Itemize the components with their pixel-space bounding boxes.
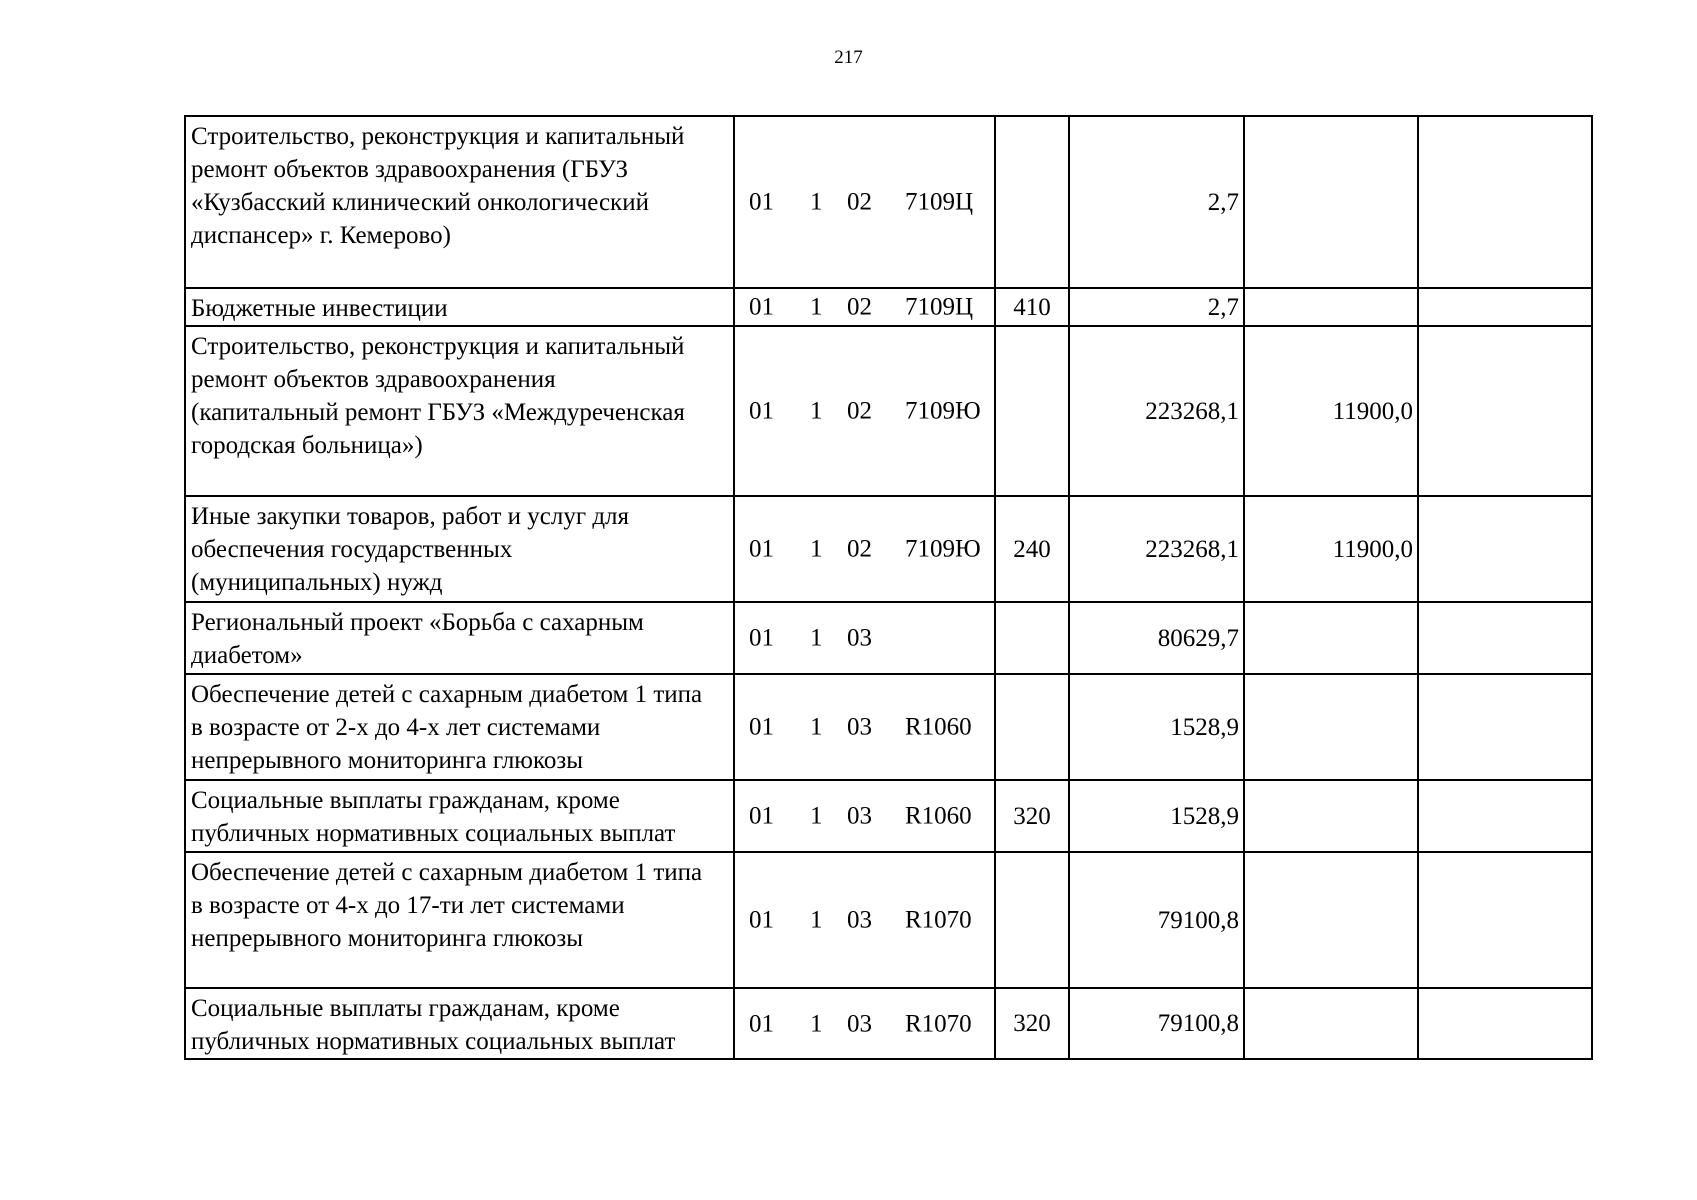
direction-code: R1070 <box>905 906 972 934</box>
expense-type-cell <box>995 602 1069 674</box>
expense-type-cell: 320 <box>995 780 1069 852</box>
row-code-cell <box>734 288 995 326</box>
program-code: 01 <box>749 713 774 741</box>
expense-type-cell <box>995 852 1069 988</box>
subprogram-code: 1 <box>810 1010 823 1037</box>
row-code-cell <box>734 326 995 496</box>
row-name-line: Региональный проект «Борьба с сахарным <box>191 609 644 636</box>
direction-code: R1070 <box>905 1010 972 1037</box>
program-code: 01 <box>749 1010 774 1037</box>
row-name-line: Иные закупки товаров, работ и услуг для <box>191 503 630 530</box>
event-code: 03 <box>847 802 872 830</box>
program-code: 01 <box>749 906 774 934</box>
subprogram-code: 1 <box>810 624 823 652</box>
sum-year2-cell <box>1244 288 1418 326</box>
row-code-cell <box>734 116 995 288</box>
row-name-line: в возрасте от 4-х до 17-ти лет системами <box>191 892 625 919</box>
row-code-cell <box>734 602 995 674</box>
sum-year3-cell <box>1418 852 1592 988</box>
row-name-line: Обеспечение детей с сахарным диабетом 1 типа <box>191 681 703 708</box>
event-code: 03 <box>847 1010 872 1037</box>
expense-type-cell: 410 <box>995 288 1069 326</box>
event-code: 02 <box>847 293 872 321</box>
sum-year1-cell: 223268,1 <box>1069 326 1244 496</box>
sum-year2-cell <box>1244 602 1418 674</box>
row-name-line: диспансер» г. Кемерово) <box>191 222 451 249</box>
sum-year2-cell <box>1244 116 1418 288</box>
row-name-cell <box>185 780 734 852</box>
sum-year2-cell <box>1244 852 1418 988</box>
table-row <box>185 780 1592 852</box>
row-code-cell <box>734 780 995 852</box>
row-name-line: Социальные выплаты гражданам, кроме <box>191 787 620 814</box>
row-name-line: публичных нормативных социальных выплат <box>191 1028 676 1055</box>
sum-year1-cell: 79100,8 <box>1069 852 1244 988</box>
budget-table <box>184 115 1593 1060</box>
direction-code: R1060 <box>905 802 972 830</box>
sum-year3-cell <box>1418 674 1592 780</box>
event-code: 03 <box>847 713 872 741</box>
sum-year3-cell <box>1418 780 1592 852</box>
table-row <box>185 852 1592 988</box>
row-name-line: городская больница») <box>191 432 423 459</box>
row-name-line: ремонт объектов здравоохранения (ГБУЗ <box>191 156 629 183</box>
row-name-line: (муниципальных) нужд <box>191 569 443 596</box>
table-row <box>185 674 1592 780</box>
row-name-line: Бюджетные инвестиции <box>191 295 448 322</box>
row-name-line: Строительство, реконструкция и капитальный <box>191 333 685 360</box>
row-name-line: непрерывного мониторинга глюкозы <box>191 747 584 774</box>
expense-type-cell <box>995 326 1069 496</box>
table-row <box>185 988 1592 1059</box>
direction-code: R1060 <box>905 713 972 741</box>
subprogram-code: 1 <box>810 713 823 741</box>
sum-year2-cell <box>1244 988 1418 1059</box>
row-name-line: в возрасте от 2-х до 4-х лет системами <box>191 714 601 741</box>
direction-code: 7109Ц <box>905 188 974 216</box>
row-name-line: непрерывного мониторинга глюкозы <box>191 925 584 952</box>
row-name-line: диабетом» <box>191 642 303 669</box>
sum-year2-cell: 11900,0 <box>1244 326 1418 496</box>
expense-type-cell: 320 <box>995 988 1069 1059</box>
subprogram-code: 1 <box>810 535 823 563</box>
sum-year1-cell: 2,7 <box>1069 116 1244 288</box>
sum-year3-cell <box>1418 496 1592 602</box>
sum-year1-cell: 223268,1 <box>1069 496 1244 602</box>
program-code: 01 <box>749 397 774 425</box>
program-code: 01 <box>749 188 774 216</box>
row-name-line: публичных нормативных социальных выплат <box>191 820 676 847</box>
row-name-cell <box>185 988 734 1059</box>
row-name-line: Социальные выплаты гражданам, кроме <box>191 995 620 1022</box>
program-code: 01 <box>749 535 774 563</box>
row-name-cell <box>185 496 734 602</box>
budget-table-body <box>185 116 1592 1059</box>
sum-year1-cell: 80629,7 <box>1069 602 1244 674</box>
subprogram-code: 1 <box>810 293 823 321</box>
page-number: 217 <box>834 47 863 68</box>
event-code: 02 <box>847 397 872 425</box>
expense-type-cell <box>995 116 1069 288</box>
program-code: 01 <box>749 624 774 652</box>
row-name-cell <box>185 674 734 780</box>
row-code-cell <box>734 496 995 602</box>
row-name-cell <box>185 602 734 674</box>
expense-type-cell <box>995 674 1069 780</box>
row-code-cell <box>734 674 995 780</box>
table-row <box>185 326 1592 496</box>
sum-year3-cell <box>1418 602 1592 674</box>
sum-year3-cell <box>1418 116 1592 288</box>
row-name-line: ремонт объектов здравоохранения <box>191 366 556 393</box>
sum-year1-cell: 79100,8 <box>1069 988 1244 1059</box>
row-name-cell <box>185 852 734 988</box>
direction-code: 7109Ю <box>905 397 981 425</box>
table-row <box>185 116 1592 288</box>
subprogram-code: 1 <box>810 397 823 425</box>
row-code-cell <box>734 988 995 1059</box>
subprogram-code: 1 <box>810 802 823 830</box>
table-row <box>185 288 1592 326</box>
row-name-line: (капитальный ремонт ГБУЗ «Междуреченская <box>191 399 685 426</box>
row-name-line: Строительство, реконструкция и капитальный <box>191 123 685 150</box>
expense-type-cell: 240 <box>995 496 1069 602</box>
row-name-line: «Кузбасский клинический онкологический <box>191 189 649 216</box>
event-code: 03 <box>847 906 872 934</box>
subprogram-code: 1 <box>810 188 823 216</box>
subprogram-code: 1 <box>810 906 823 934</box>
program-code: 01 <box>749 293 774 321</box>
sum-year1-cell: 1528,9 <box>1069 674 1244 780</box>
row-name-cell <box>185 288 734 326</box>
row-name-cell <box>185 116 734 288</box>
direction-code: 7109Ю <box>905 535 981 563</box>
event-code: 02 <box>847 188 872 216</box>
sum-year2-cell: 11900,0 <box>1244 496 1418 602</box>
sum-year2-cell <box>1244 674 1418 780</box>
row-name-line: Обеспечение детей с сахарным диабетом 1 типа <box>191 859 703 886</box>
table-row <box>185 496 1592 602</box>
event-code: 02 <box>847 535 872 563</box>
event-code: 03 <box>847 624 872 652</box>
sum-year1-cell: 1528,9 <box>1069 780 1244 852</box>
sum-year3-cell <box>1418 326 1592 496</box>
row-code-cell <box>734 852 995 988</box>
row-name-line: обеспечения государственных <box>191 536 513 563</box>
sum-year3-cell <box>1418 988 1592 1059</box>
sum-year2-cell <box>1244 780 1418 852</box>
table-row <box>185 602 1592 674</box>
row-name-cell <box>185 326 734 496</box>
sum-year1-cell: 2,7 <box>1069 288 1244 326</box>
program-code: 01 <box>749 802 774 830</box>
sum-year3-cell <box>1418 288 1592 326</box>
direction-code: 7109Ц <box>905 293 974 321</box>
